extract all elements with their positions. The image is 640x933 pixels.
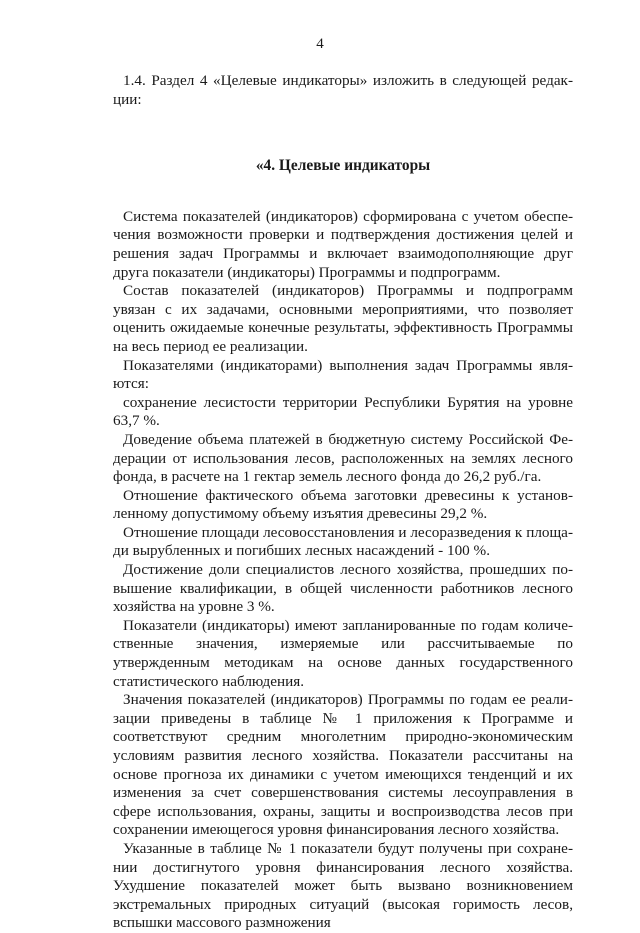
paragraph-payments: Доведение объема платежей в бюджетную систему Российской Федерации от использования лесов, расположенных на землях лесного фонда, в расчете на 1 гектар земель лесного фонда до 26,2 руб./га. (113, 430, 573, 486)
paragraph-indicators-composition: Состав показателей (индикаторов) Программы и подпрограмм увязан с их задачами, основными мероприятиями, что позволяет оценить ожидаемые конечные результаты, эффективность Программы на весь период ее реализации. (113, 282, 573, 355)
paragraph-reforestation: Отношение площади лесовосстановления и лесоразведения к площади вырубленных и погибших лесных насаждений - 100 %. (113, 523, 573, 560)
paragraph-specialists: Достижение доли специалистов лесного хозяйства, прошедших повышение квалификации, в общей численности работников лесного хозяйства на уровне 3 %. (113, 561, 573, 616)
paragraph-timber-harvest: Отношение фактического объема заготовки древесины к установленному допустимому объему изъятия древесины 29,2 %. (113, 486, 573, 523)
paragraph-indicators-system: Система показателей (индикаторов) сформирована с учетом обеспечения возможности проверки и подтверждения достижения целей и решения задач Программы и включает взаимодополняющие друг друга показатели (индикаторы) Программы и подпрограмм. (113, 207, 573, 281)
paragraph-planned-values: Показатели (индикаторы) имеют запланированные по годам количественные значения, измеряемые или рассчитываемые по утвержденным методикам на основе данных государственного статистического наблюдения. (113, 616, 573, 690)
paragraph-financing: Указанные в таблице № 1 показатели будут получены при сохранении достигнутого уровня финансирования лесного хозяйства. Ухудшение показателей может быть вызвано возникновением экстремальных природных ситуаций (высокая горимость лесов, вспышки массового размножения (113, 839, 573, 932)
document-body (113, 72, 573, 933)
intro-paragraph: 1.4. Раздел 4 «Целевые индикаторы» изложить в следующей редакции: (113, 72, 573, 108)
section-heading: «4. Целевые индикаторы (255, 157, 431, 175)
page-number: 4 (316, 36, 324, 52)
paragraph-table-values: Значения показателей (индикаторов) Программы по годам ее реализации приведены в таблице № 1 приложения к Программе и соответствуют средним многолетним природно-экономическим условиям развития лесного хозяйства. Показатели рассчитаны на основе прогноза их динамики с учетом имеющихся тенденций и их изменения за счет совершенствования системы лесоуправления в сфере использования, охраны, защиты и воспроизводства лесов при сохранении имеющегося уровня финансирования лесного хозяйства. (113, 691, 573, 839)
paragraph-forest-cover: сохранение лесистости территории Республики Бурятия на уровне 63,7 %. (113, 393, 573, 430)
paragraph-indicators-list-intro: Показателями (индикаторами) выполнения задач Программы являются: (113, 356, 573, 393)
